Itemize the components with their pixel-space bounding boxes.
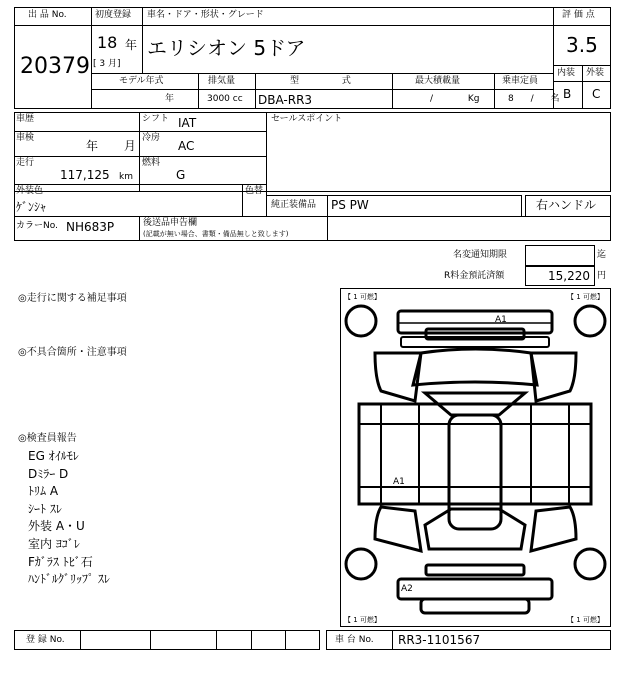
damage-mark: A2: [401, 584, 413, 594]
equipment-value: PS PW: [331, 198, 369, 212]
documents-label: 後送品申告欄: [143, 218, 198, 228]
handle-value: 右ハンドル: [536, 198, 597, 212]
name-change-box: [525, 245, 595, 266]
registration-no-label: 登 録 No.: [26, 635, 65, 645]
name-change-unit: 迄: [597, 250, 607, 260]
car-diagram: [340, 288, 611, 627]
recycle-value: 15,220: [548, 269, 590, 283]
first-reg-label: 初度登録: [95, 10, 132, 20]
damage-mark: A1: [393, 477, 405, 487]
wheel-rear-left: [346, 549, 376, 579]
wheel-rear-right: [575, 549, 605, 579]
grade-value: 3.5: [566, 33, 598, 57]
right-front-fender: [531, 353, 576, 401]
inspector-item: 室内 ﾖｺﾞﾚ: [28, 536, 80, 551]
driving-remarks-label: ◎走行に関する補足事項: [18, 293, 127, 304]
ac-value: AC: [178, 139, 195, 153]
left-rear-fender: [375, 507, 421, 551]
corner-tl: 【 1 可燃】: [344, 293, 381, 301]
mileage-value: 117,125: [60, 168, 110, 182]
rear-grille: [426, 565, 524, 575]
inspector-item: Dﾐﾗｰ D: [28, 466, 69, 481]
sales-point-box: [266, 112, 611, 192]
damage-mark: A1: [495, 315, 507, 325]
inspector-item: EG ｵｲﾙﾓﾚ: [28, 449, 79, 463]
recycle-unit: 円: [597, 271, 607, 281]
recycle-label: R料金預託済額: [444, 271, 505, 281]
inspector-items: [28, 447, 110, 588]
corner-tr: 【 1 可燃】: [567, 293, 604, 301]
fuel-value: G: [176, 168, 186, 182]
chassis-value: RR3-1101567: [398, 633, 481, 647]
load-label: 最大積載量: [415, 76, 461, 86]
model-value: DBA-RR3: [258, 93, 313, 107]
displacement-label: 排気量: [208, 76, 236, 86]
corner-bl: 【 1 可燃】: [344, 616, 381, 624]
lot-label: 出 品 No.: [28, 10, 67, 20]
detail-left-block: [14, 112, 267, 192]
interior-label: 内装: [557, 68, 576, 78]
reg-year-unit: 年: [125, 38, 138, 52]
ac-label: 冷房: [142, 133, 161, 143]
capacity-value: 8 / 名: [508, 94, 560, 104]
color-no-label: カラーNo.: [16, 221, 58, 231]
inspector-item: Fｶﾞﾗｽ ﾄﾋﾞ石: [28, 554, 93, 569]
capacity-label: 乗車定員: [502, 76, 539, 86]
shift-label: シフト: [142, 114, 170, 124]
defect-remarks-label: ◎不具合箇所・注意事項: [18, 347, 127, 358]
inspector-item: ﾊﾝﾄﾞﾙｸﾞﾘｯﾌﾟ ｽﾚ: [28, 572, 110, 587]
exterior-color-value: ｹﾞﾝｼｬ: [16, 200, 47, 214]
shift-value: IAT: [178, 116, 197, 130]
displacement-value: 3000 cc: [207, 94, 243, 104]
model-year-label: モデル年式: [119, 76, 164, 86]
exterior-color-box: [14, 184, 267, 217]
color-no-value: NH683P: [66, 220, 115, 234]
rear-bumper: [398, 579, 552, 599]
sales-point-label: セールスポイント: [271, 114, 343, 124]
mileage-unit: km: [119, 172, 133, 182]
chassis-label: 車 台 No.: [335, 635, 374, 645]
car-name: エリシオン 5ドア: [147, 36, 306, 60]
inspection-value: 年 月: [86, 139, 136, 153]
wheel-front-left: [346, 306, 376, 336]
load-value: / Kg: [430, 94, 480, 104]
inspector-item: ﾄﾘﾑ A: [28, 484, 59, 499]
inspector-item: ｼｰﾄ ｽﾚ: [28, 501, 62, 516]
fuel-label: 燃料: [142, 158, 161, 168]
interior-grade: B: [563, 87, 572, 101]
inspection-label: 車検: [16, 133, 35, 143]
exterior-label: 外装: [586, 68, 605, 78]
model-label: 型 式: [290, 76, 351, 86]
model-year-unit: 年: [165, 94, 175, 104]
exterior-color-label: 外装色: [16, 186, 44, 196]
inspector-report-label: ◎検査員報告: [18, 433, 77, 444]
corner-br: 【 1 可燃】: [567, 616, 604, 624]
inspector-item: 外装 A・U: [28, 519, 85, 534]
name-change-label: 名変通知期限: [453, 250, 508, 260]
car-name-label: 車名・ドア・形状・グレード: [147, 10, 264, 20]
grade-label: 評 価 点: [562, 10, 595, 20]
equipment-label: 純正装備品: [271, 200, 317, 210]
color-change-label: 色替: [245, 186, 264, 196]
reg-year-value: 18: [97, 33, 118, 52]
reg-month-value: [ 3 月]: [93, 59, 121, 69]
history-label: 車歴: [16, 114, 35, 124]
lot-number: 20379: [20, 54, 90, 79]
wheel-front-right: [575, 306, 605, 336]
mileage-label: 走行: [16, 158, 35, 168]
roof: [449, 415, 501, 529]
right-rear-fender: [531, 507, 576, 551]
documents-note: (記載が無い場合、書類・備品無しと致します): [143, 230, 289, 238]
exterior-grade: C: [592, 87, 601, 101]
